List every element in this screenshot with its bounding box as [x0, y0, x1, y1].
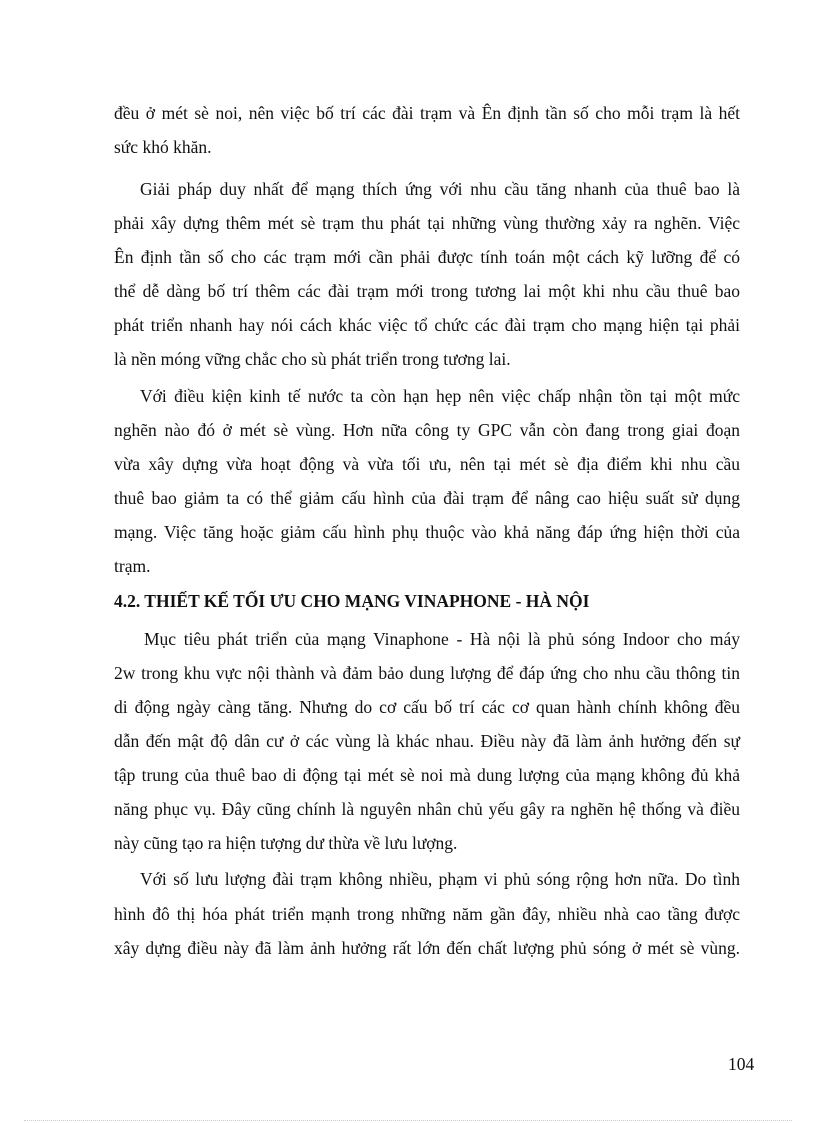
paragraph-line: Ên định tần số cho các trạm mới cần phải được tính toán một cách kỹ lưỡng để có — [114, 247, 740, 267]
paragraph-line: này cũng tạo ra hiện tượng dư thừa về lưu lượng. — [114, 833, 458, 853]
paragraph-line: Giải pháp duy nhất để mạng thích ứng với nhu cầu tăng nhanh của thuê bao là — [140, 179, 740, 199]
paragraph-line: di động ngày càng tăng. Nhưng do cơ cấu bố trí các cơ quan hành chính không đều — [114, 697, 740, 717]
paragraph-line: thuê bao giảm ta có thể giảm cấu hình của đài trạm để nâng cao hiệu suất sử dụng — [114, 488, 740, 508]
paragraph-line: trạm. — [114, 556, 151, 576]
paragraph-line: mạng. Việc tăng hoặc giảm cấu hình phụ thuộc vào khả năng đáp ứng hiện thời của — [114, 522, 740, 542]
paragraph-line: vừa xây dựng vừa hoạt động và vừa tối ưu, nên tại mét sè địa điểm khi nhu cầu — [114, 454, 740, 474]
paragraph-line: dẫn đến mật độ dân cư ở các vùng là khác nhau. Điều này đã làm ảnh hưởng đến sự — [114, 731, 740, 751]
paragraph-line: nghẽn nào đó ở mét sè vùng. Hơn nữa công ty GPC vẫn còn đang trong giai đoạn — [114, 420, 740, 440]
paragraph-line: Với điều kiện kinh tế nước ta còn hạn hẹp nên việc chấp nhận tồn tại một mức — [140, 386, 740, 406]
section-heading: 4.2. THIẾT KẾ TỐI ƯU CHO MẠNG VINAPHONE - HÀ NỘI — [114, 591, 590, 611]
paragraph-line: năng phục vụ. Đây cũng chính là nguyên nhân chủ yếu gây ra nghẽn hệ thống và điều — [114, 799, 740, 819]
paragraph-line: tập trung của thuê bao di động tại mét sè noi mà dung lượng của mạng không đủ khả — [114, 765, 740, 785]
paragraph-line: thể dễ dàng bố trí thêm các đài trạm mới trong tương lai một khi nhu cầu thuê bao — [114, 281, 740, 301]
paragraph-line: hình đô thị hóa phát triển mạnh trong những năm gần đây, nhiều nhà cao tầng được — [114, 904, 740, 924]
paragraph-line: Với số lưu lượng đài trạm không nhiều, phạm vi phủ sóng rộng hơn nữa. Do tình — [140, 869, 740, 889]
paragraph-line: là nền móng vững chắc cho sù phát triển trong tương lai. — [114, 349, 511, 369]
paragraph-line: sức khó khăn. — [114, 137, 212, 157]
paragraph-line: 2w trong khu vực nội thành và đảm bảo dung lượng để đáp ứng cho nhu cầu thông tin — [114, 663, 740, 683]
paragraph-line: phải xây dựng thêm mét sè trạm thu phát tại những vùng thường xảy ra nghẽn. Việc — [114, 213, 740, 233]
page-bottom-rule — [24, 1120, 792, 1121]
paragraph-line: xây dựng điều này đã làm ảnh hưởng rất lớn đến chất lượng phủ sóng ở mét sè vùng. — [114, 938, 740, 958]
paragraph-line: phát triển nhanh hay nói cách khác việc tổ chức các đài trạm cho mạng hiện tại phải — [114, 315, 740, 335]
page-number: 104 — [728, 1054, 755, 1074]
paragraph-line: đều ở mét sè noi, nên việc bố trí các đài trạm và Ên định tần số cho mỗi trạm là hết — [114, 103, 740, 123]
paragraph-line: Mục tiêu phát triển của mạng Vinaphone - Hà nội là phủ sóng Indoor cho máy — [144, 629, 740, 649]
